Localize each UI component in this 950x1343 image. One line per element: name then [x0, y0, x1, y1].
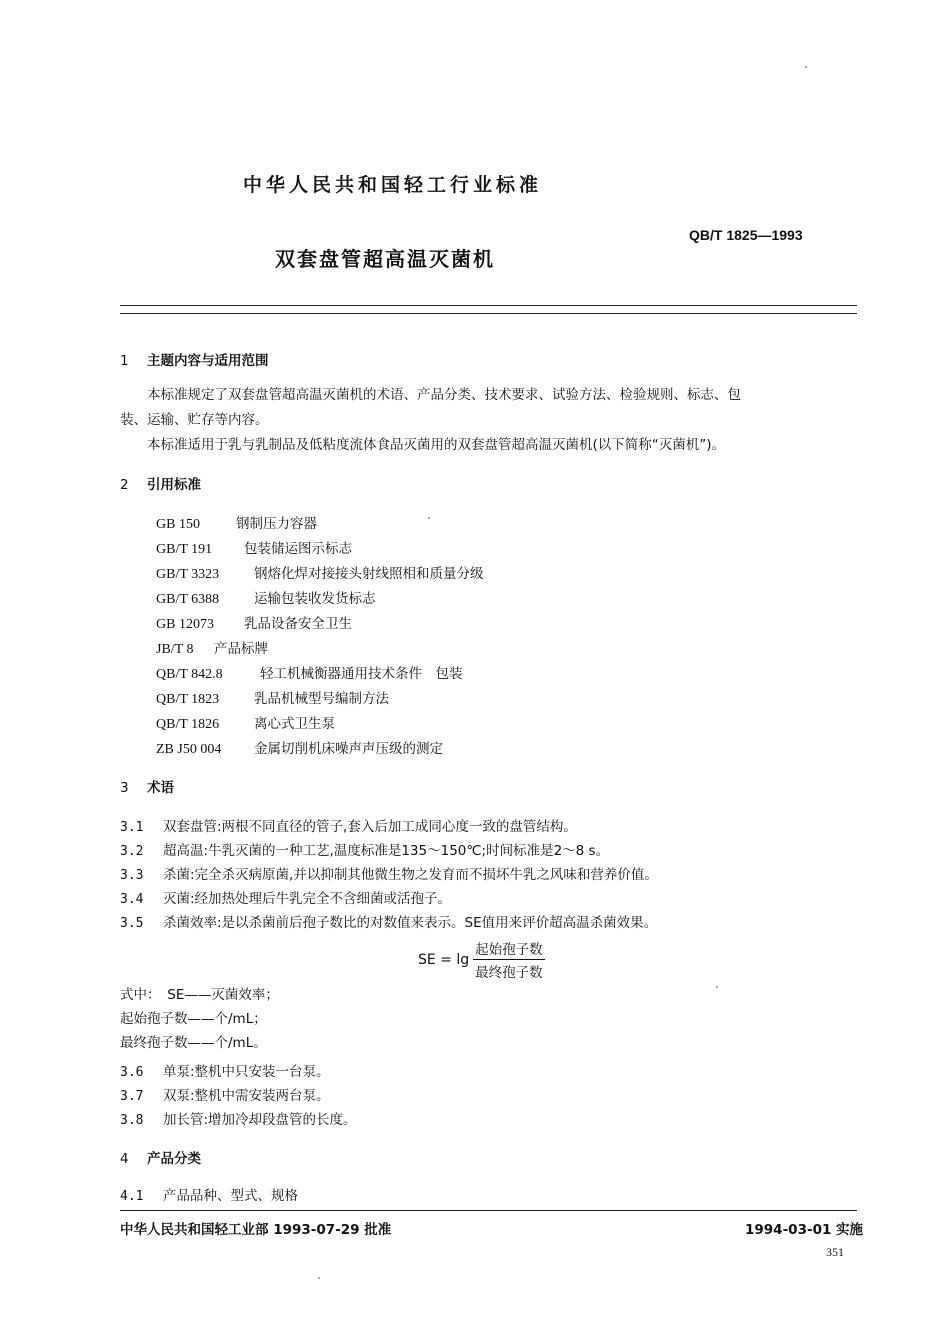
- reference-item: [156, 662, 463, 683]
- term-text: 单泵:整机中只安装一台泵。: [163, 1064, 330, 1080]
- term-item: [120, 1084, 330, 1104]
- term-text: 杀菌:完全杀灭病原菌,并以抑制其他微生物之发育而不损坏牛乳之风味和营养价值。: [163, 867, 658, 883]
- reference-name: 乳品机械型号编制方法: [254, 691, 389, 707]
- reference-item: [156, 637, 268, 658]
- reference-item: [156, 712, 335, 733]
- formula-where-line1: 式中： SE——灭菌效率；: [120, 987, 279, 1003]
- standard-code: QB/T 1825—1993: [689, 227, 803, 243]
- reference-item: [156, 612, 352, 633]
- reference-name: 钢制压力容器: [236, 516, 317, 532]
- implementation-date: 1994-03-01 实施: [745, 1222, 864, 1238]
- term-text: 超高温:牛乳灭菌的一种工艺,温度标准是135～150℃;时间标准是2～8 s。: [163, 843, 610, 859]
- term-number: 3.4: [120, 892, 144, 907]
- reference-item: [156, 737, 443, 758]
- scan-speck: [805, 66, 807, 68]
- reference-item: [156, 512, 317, 533]
- term-number: 3.6: [120, 1065, 144, 1080]
- term-text: 双套盘管:两根不同直径的管子,套入后加工成同心度一致的盘管结构。: [163, 819, 577, 835]
- reference-code: GB/T 3323: [156, 567, 220, 582]
- scan-speck: [428, 517, 430, 519]
- subsection-number: 4.1: [120, 1189, 144, 1204]
- reference-code: QB/T 842.8: [156, 667, 223, 682]
- section-1-para2: 本标准适用于乳与乳制品及低粘度流体食品灭菌用的双套盘管超高温灭菌机(以下简称“灭菌机”)。: [147, 437, 726, 453]
- section-4-title: 产品分类: [147, 1151, 201, 1167]
- term-text: 加长管:增加冷却段盘管的长度。: [163, 1112, 357, 1128]
- section-1-heading: [120, 349, 269, 369]
- subsection-4-1: [120, 1184, 298, 1204]
- term-number: 3.3: [120, 868, 144, 883]
- section-1-para1-line2: 装、运输、贮存等内容。: [120, 412, 269, 428]
- reference-name: 运输包装收发货标志: [254, 591, 376, 607]
- reference-name: 乳品设备安全卫生: [244, 616, 352, 632]
- term-item: [120, 815, 577, 835]
- term-item: [120, 1108, 357, 1128]
- term-number: 3.8: [120, 1113, 144, 1128]
- section-3-title: 术语: [147, 780, 174, 796]
- reference-name: 金属切削机床噪声声压级的测定: [254, 741, 443, 757]
- term-text: 灭菌:经加热处理后牛乳完全不含细菌或活孢子。: [163, 891, 452, 907]
- reference-item: [156, 587, 376, 608]
- section-2-number: 2: [120, 477, 129, 493]
- term-text: 杀菌效率:是以杀菌前后孢子数比的对数值来表示。SE值用来评价超高温杀菌效果。: [163, 915, 658, 931]
- term-number: 3.5: [120, 916, 144, 931]
- reference-code: JB/T 8: [156, 642, 194, 657]
- term-item: [120, 839, 609, 859]
- section-4-number: 4: [120, 1151, 129, 1167]
- section-2-heading: [120, 473, 201, 493]
- reference-item: [156, 687, 389, 708]
- scan-speck: [716, 986, 718, 988]
- scan-speck: [318, 1277, 320, 1279]
- reference-code: QB/T 1823: [156, 692, 220, 707]
- section-1-title: 主题内容与适用范围: [147, 353, 269, 369]
- reference-item: [156, 562, 484, 583]
- header-divider-bottom: [120, 313, 857, 314]
- page-number: 351: [826, 1245, 844, 1259]
- reference-name: 轻工机械衡器通用技术条件 包装: [260, 666, 463, 682]
- footer-divider: [120, 1210, 857, 1211]
- reference-code: GB 150: [156, 517, 200, 532]
- reference-code: ZB J50 004: [156, 742, 222, 757]
- reference-code: QB/T 1826: [156, 717, 220, 732]
- reference-name: 钢熔化焊对接接头射线照相和质量分级: [254, 566, 484, 582]
- formula-where-line2: 起始孢子数——个/mL；: [120, 1011, 267, 1027]
- document-title: 双套盘管超高温灭菌机: [275, 247, 495, 271]
- term-number: 3.1: [120, 820, 144, 835]
- term-item: [120, 863, 658, 883]
- header-divider-top: [120, 305, 857, 306]
- reference-code: GB/T 6388: [156, 592, 220, 607]
- formula-denominator: 最终孢子数: [475, 965, 543, 981]
- formula-numerator: 起始孢子数: [473, 938, 545, 960]
- se-formula: [418, 938, 545, 981]
- term-item: [120, 887, 451, 907]
- section-3-heading: [120, 776, 174, 796]
- term-item: [120, 1060, 330, 1080]
- section-3-number: 3: [120, 780, 129, 796]
- subsection-text: 产品品种、型式、规格: [163, 1188, 298, 1204]
- reference-name: 包装储运图示标志: [244, 541, 352, 557]
- org-title: 中华人民共和国轻工行业标准: [243, 174, 543, 196]
- reference-item: [156, 537, 352, 558]
- section-1-number: 1: [120, 353, 129, 369]
- term-item: [120, 911, 657, 931]
- section-4-heading: [120, 1147, 201, 1167]
- approval-note: 中华人民共和国轻工业部 1993-07-29 批准: [120, 1222, 392, 1238]
- formula-where-line3: 最终孢子数——个/mL。: [120, 1035, 267, 1051]
- reference-name: 产品标牌: [214, 641, 268, 657]
- section-1-para1-line1: 本标准规定了双套盘管超高温灭菌机的术语、产品分类、技术要求、试验方法、检验规则、标志、包: [147, 387, 741, 403]
- term-number: 3.7: [120, 1089, 144, 1104]
- reference-code: GB 12073: [156, 617, 214, 632]
- formula-fraction: [473, 938, 545, 981]
- formula-lhs: SE = lg: [418, 951, 470, 968]
- reference-name: 离心式卫生泵: [254, 716, 335, 732]
- reference-code: GB/T 191: [156, 542, 213, 557]
- term-text: 双泵:整机中需安装两台泵。: [163, 1088, 330, 1104]
- section-2-title: 引用标准: [147, 477, 201, 493]
- term-number: 3.2: [120, 844, 144, 859]
